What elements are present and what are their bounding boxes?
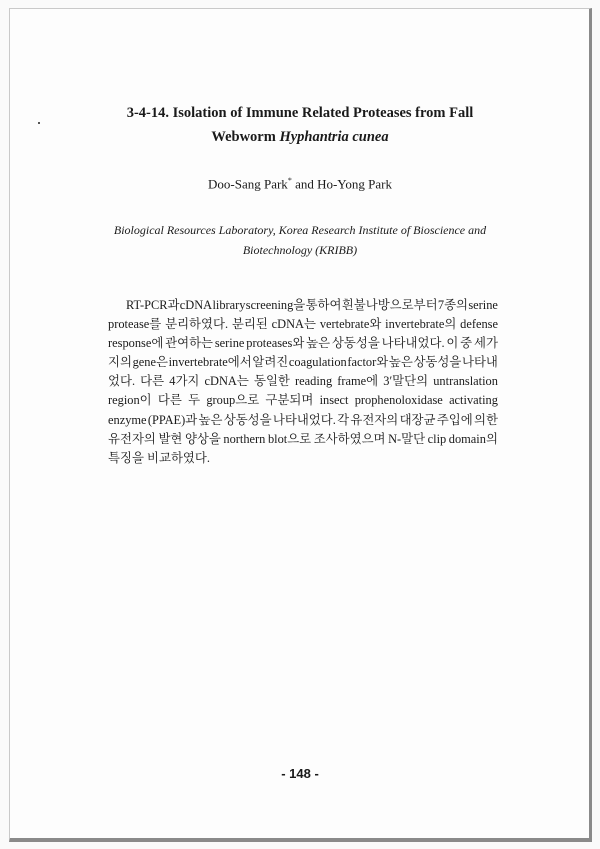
abstract-word: cDNA는 [204, 374, 249, 389]
abstract-word: library [212, 298, 246, 312]
abstract-word: region이 [108, 393, 152, 408]
abstract-word: protease를 [108, 317, 162, 332]
abstract-line [108, 315, 498, 334]
abstract-word: 의한 [473, 412, 498, 427]
abstract-word: frame에 [337, 374, 379, 389]
abstract-word: reading [295, 374, 333, 389]
abstract-word: N-말단 [388, 431, 426, 446]
abstract-word: 3′말단의 [383, 374, 429, 389]
abstract-word: gene은 [132, 355, 168, 370]
abstract-word: vertebrate와 [319, 317, 382, 332]
abstract-word: (PPAE)과 [147, 412, 198, 427]
abstract-word: coagulation [288, 355, 347, 370]
abstract-word: 주입에 [436, 412, 473, 427]
abstract-word: 나타내었다. [272, 412, 336, 427]
abstract-line [108, 353, 498, 372]
abstract-word: 각 [337, 412, 350, 427]
abstract-word: 높은 [198, 412, 223, 427]
title-line-1: 3-4-14. Isolation of Immune Related Proteases from Fall [126, 105, 474, 121]
abstract-line [108, 296, 498, 315]
abstract-word: 었다. [108, 374, 136, 389]
abstract-word: 중 [460, 336, 473, 351]
abstract-word: 나타내었다. [381, 336, 445, 351]
abstract-word: 대장균 [399, 412, 436, 427]
abstract-word: serine [214, 336, 245, 351]
abstract-word: activating [449, 393, 498, 408]
authors [0, 176, 600, 192]
abstract-word: factor와 [347, 355, 389, 370]
abstract-word: 특징을 비교하였다. [108, 450, 210, 465]
abstract-word: 흰불나방으로부터 [341, 298, 438, 312]
abstract-word: 유전자의 [108, 431, 156, 446]
corresponding-marker: * [287, 176, 292, 185]
abstract-word: enzyme [108, 412, 147, 427]
abstract-line [108, 411, 498, 430]
abstract-word: serine [468, 298, 498, 312]
abstract-word: 구분되며 [265, 393, 314, 408]
abstract-word: 높은 [306, 336, 331, 351]
abstract-word: 발현 [158, 431, 183, 446]
abstract-word: insect [319, 393, 349, 408]
abstract-word: blot으로 [267, 431, 312, 446]
abstract-word: 세가 [473, 336, 498, 351]
title-line-2 [0, 125, 600, 149]
abstract-word: 상동성을 [413, 355, 462, 370]
abstract-word: group으로 [206, 393, 260, 408]
abstract-word: 상동성을 [331, 336, 380, 351]
author-joiner: and [291, 176, 318, 192]
title-prefix: Webworm [211, 129, 280, 145]
abstract-word: 동일한 [253, 374, 290, 389]
abstract-word: 양상을 [184, 431, 221, 446]
author-2: Ho-Yong Park [317, 176, 392, 192]
affiliation-line-2: Biotechnology (KRIBB) [242, 243, 358, 257]
abstract-word: screening을 [245, 298, 306, 312]
abstract-word: cDNA는 [271, 317, 316, 332]
abstract-word: response에 [108, 336, 164, 351]
abstract-word: prophenoloxidase [354, 393, 443, 408]
affiliation-line-1: Biological Resources Laboratory, Korea Research Institute of Bioscience and [113, 223, 487, 237]
abstract-word: domain의 [448, 431, 498, 446]
abstract-word: northern [223, 431, 266, 446]
abstract-word: proteases와 [246, 336, 305, 351]
abstract-word: 통하여 [305, 298, 342, 312]
abstract-word: 다른 [157, 393, 182, 408]
abstract-body [108, 296, 498, 468]
abstract-line [108, 449, 498, 468]
abstract-word: 지의 [108, 355, 132, 370]
abstract-word: invertebrate의 [385, 317, 457, 332]
abstract-word: 두 [188, 393, 201, 408]
abstract-word: 다른 [140, 374, 165, 389]
abstract-word: 나타내 [461, 355, 498, 370]
abstract-word: 알려진 [252, 355, 289, 370]
species-name: Hyphantria cunea [279, 129, 389, 145]
abstract-word: 높은 [388, 355, 413, 370]
abstract-word: 이 [446, 336, 459, 351]
abstract-line [108, 372, 498, 391]
abstract-word: 조사하였으며 [313, 431, 386, 446]
abstract-word: defense [460, 317, 498, 332]
abstract-line [108, 430, 498, 449]
abstract-word: 7종의 [437, 298, 469, 312]
abstract-word: clip [427, 431, 447, 446]
abstract-word: invertebrate에서 [168, 355, 252, 370]
page-number: - 148 - [281, 766, 319, 781]
abstract-word: 유전자의 [350, 412, 399, 427]
abstract-word: cDNA [179, 298, 213, 312]
abstract-word: 4가지 [169, 374, 200, 389]
abstract-word: 분리된 [231, 317, 268, 332]
abstract-word: 상동성을 [223, 412, 272, 427]
abstract-word: 관여하는 [165, 336, 214, 351]
abstract-word: RT-PCR과 [126, 298, 180, 312]
author-1: Doo-Sang Park [208, 176, 288, 192]
abstract-line [108, 334, 498, 353]
affiliation [0, 220, 600, 260]
abstract-word: untranslation [433, 374, 498, 389]
abstract-line [108, 391, 498, 410]
abstract-word: 분리하였다. [165, 317, 229, 332]
paper-title [0, 101, 600, 149]
